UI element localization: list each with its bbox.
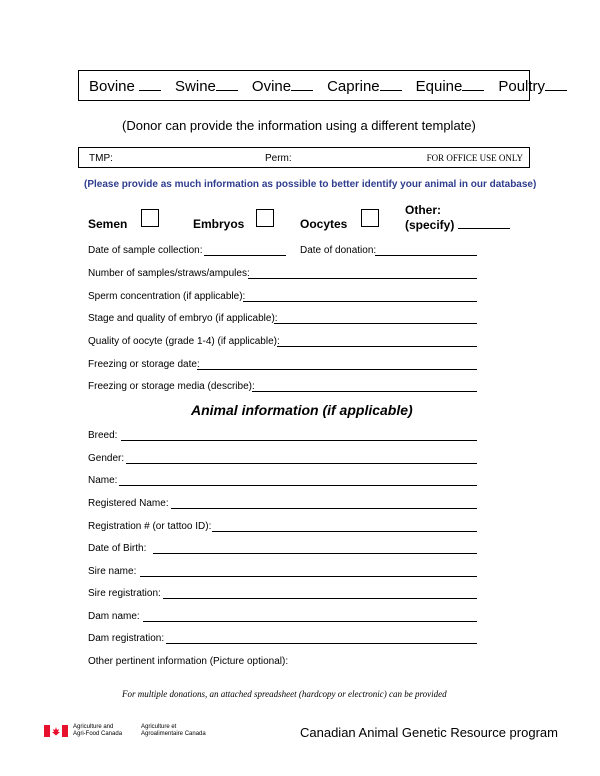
oocytes-checkbox[interactable] [361, 209, 379, 227]
registration-label: Registration # (or tattoo ID): [88, 521, 212, 532]
semen-label: Semen [88, 217, 128, 231]
dam-registration-label: Dam registration: [88, 633, 165, 644]
gender-field[interactable] [126, 463, 477, 464]
embryo-stage-label: Stage and quality of embryo (if applicable): [88, 313, 278, 324]
canada-flag-icon [44, 725, 68, 737]
species-bovine[interactable]: Bovine [89, 77, 161, 95]
donation-date-label: Date of donation: [300, 245, 377, 256]
info-request-note: (Please provide as much information as possible to better identify your animal in our database) [84, 179, 537, 190]
sperm-concentration-label: Sperm concentration (if applicable): [88, 291, 246, 302]
tmp-label: TMP: [89, 153, 113, 164]
freezing-date-label: Freezing or storage date: [88, 359, 200, 370]
office-use-label: FOR OFFICE USE ONLY [426, 153, 523, 163]
dam-registration-field[interactable] [166, 643, 477, 644]
animal-info-title: Animal information (if applicable) [191, 402, 413, 418]
registered-name-field[interactable] [171, 508, 477, 509]
dam-name-field[interactable] [143, 621, 477, 622]
freezing-media-field[interactable] [252, 391, 477, 392]
sire-registration-field[interactable] [163, 598, 477, 599]
breed-field[interactable] [121, 440, 477, 441]
sire-name-label: Sire name: [88, 566, 137, 577]
collection-date-label: Date of sample collection: [88, 245, 203, 256]
species-swine[interactable]: Swine [175, 77, 238, 95]
donor-note: (Donor can provide the information using a different template) [122, 118, 476, 133]
other-info-label: Other pertinent information (Picture optional): [88, 656, 289, 667]
num-samples-label: Number of samples/straws/ampules: [88, 268, 250, 279]
semen-checkbox[interactable] [141, 209, 159, 227]
oocytes-label: Oocytes [300, 217, 348, 231]
embryos-checkbox[interactable] [256, 209, 274, 227]
dam-name-label: Dam name: [88, 611, 140, 622]
sire-name-field[interactable] [140, 576, 477, 577]
dob-field[interactable] [153, 553, 477, 554]
species-selector [78, 70, 546, 101]
embryos-label: Embryos [193, 217, 245, 231]
embryo-stage-field[interactable] [274, 323, 477, 324]
collection-date-field[interactable] [204, 255, 286, 256]
donation-date-field[interactable] [375, 255, 477, 256]
registered-name-label: Registered Name: [88, 498, 169, 509]
sperm-concentration-field[interactable] [243, 301, 477, 302]
species-equine[interactable]: Equine [416, 77, 485, 95]
freezing-date-field[interactable] [197, 369, 477, 370]
office-use-box [78, 147, 530, 168]
dept-name-fr: Agriculture et Agroalimentaire Canada [141, 724, 206, 737]
other-label: Other: [405, 203, 441, 217]
oocyte-quality-label: Quality of oocyte (grade 1-4) (if applicable): [88, 336, 280, 347]
other-specify-field[interactable]: (specify) [405, 217, 510, 232]
dob-label: Date of Birth: [88, 543, 147, 554]
sire-registration-label: Sire registration: [88, 588, 161, 599]
num-samples-field[interactable] [248, 278, 477, 279]
species-caprine[interactable]: Caprine [327, 77, 402, 95]
species-poultry[interactable]: Poultry [498, 77, 567, 95]
species-ovine[interactable]: Ovine [252, 77, 313, 95]
name-label: Name: [88, 475, 118, 486]
name-field[interactable] [119, 485, 477, 486]
freezing-media-label: Freezing or storage media (describe): [88, 381, 255, 392]
breed-label: Breed: [88, 430, 118, 441]
dept-name-en: Agriculture and Agri-Food Canada [73, 724, 123, 737]
perm-label: Perm: [265, 153, 292, 164]
gender-label: Gender: [88, 453, 125, 464]
program-name: Canadian Animal Genetic Resource program [300, 725, 558, 740]
registration-field[interactable] [212, 531, 477, 532]
footnote: For multiple donations, an attached spreadsheet (hardcopy or electronic) can be provided [122, 689, 447, 699]
oocyte-quality-field[interactable] [277, 346, 477, 347]
